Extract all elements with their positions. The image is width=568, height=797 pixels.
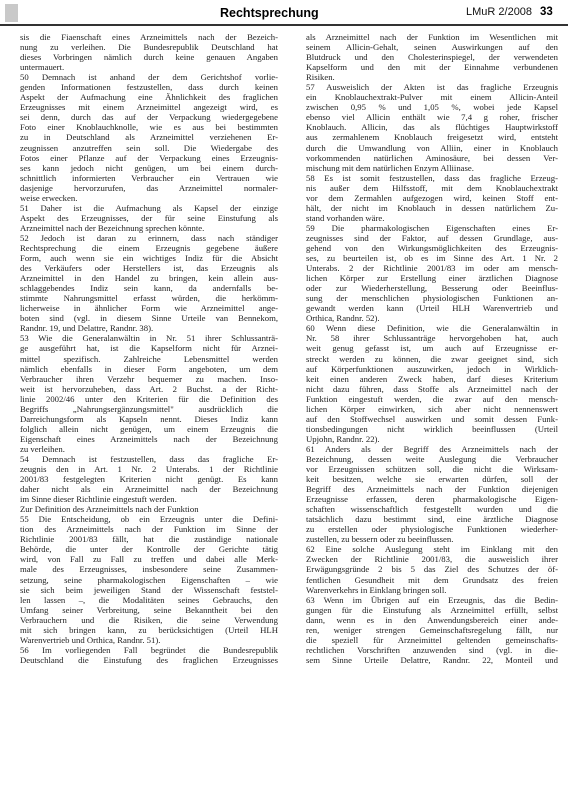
- text-line: Erzeugnisses mit einem Arzneimittel angezeigt wird, es: [20, 102, 278, 113]
- text-line: gungen für die Einstufung als Arzneimittel erfüllt, selbst: [306, 604, 558, 615]
- text-line: dasjenige hervorzurufen, das Arzneimittel normaler-: [20, 182, 278, 193]
- text-line: als Arzneimittel nach der Funktion im Wesentlichen mit: [306, 32, 558, 42]
- text-line: weise erwecken.: [20, 192, 78, 203]
- text-line: hält, der nicht im Knoblauch in dessen natürlichem Zu-: [306, 202, 558, 213]
- section-title: Rechtsprechung: [220, 6, 319, 20]
- text-line: auf den Stoffwechsel auswirken und somit dessen Funk-: [306, 413, 558, 424]
- text-line: Zur Definition des Arzneimittels nach der Funktion: [20, 504, 199, 515]
- text-line: seinem Allicin-Gehalt, seinen Auswirkungen auf den: [306, 42, 558, 53]
- text-line: lichen Körper einwirken, sich aber nicht nennenswert: [306, 403, 558, 414]
- text-line: weit genug gefasst ist, um auch auf Erzeugnisse er-: [306, 343, 558, 354]
- text-line: untermauert.: [20, 62, 65, 73]
- text-line: Eigenschaft eines Arzneimittels nach der Bezeichnung: [20, 433, 278, 444]
- text-line: Aspekt der Aufmachung eine Ähnlichkeit des fraglichen: [20, 92, 278, 103]
- text-line: boten sind (vgl. in diesem Sinne Urteile van Bennekom,: [20, 313, 278, 324]
- text-line: Form, auch wenn sie ein wichtiges Indiz für die Absicht: [20, 253, 278, 264]
- text-line: 56 Im vorliegenden Fall begründet die Bundesrepublik: [20, 644, 278, 655]
- text-line: zu erstellen oder physiologische Funktionen wiederher-: [306, 524, 558, 535]
- text-line: 53 Wie die Generalanwältin in Nr. 51 ihrer Schlussanträ-: [20, 333, 278, 344]
- text-line: male des Erzeugnisses, insbesondere seine Zusammen-: [20, 564, 278, 575]
- text-line: mischung mit dem natürlichen Enzym Alliinase.: [306, 162, 474, 173]
- text-line: Arzneimittel in den Handel zu bringen, kein allein aus-: [20, 273, 278, 284]
- text-line: durch die Umwandlung von Alliin, einer in Knoblauch: [306, 142, 558, 153]
- text-line: sei denn, durch das auf der Verpackung wiedergegebene: [20, 112, 278, 123]
- text-line: linie 2002/46 unter den Kriterien für die Definition des: [20, 393, 278, 404]
- text-line: Aspekt des Erzeugnisses, der für seine Einstufung als: [20, 212, 278, 223]
- text-line: genden Informationen festzustellen, dass durch keinen: [20, 82, 278, 93]
- text-line: Knoblauch. Allicin, das als flüchtiges Hauptwirkstoff: [306, 122, 558, 133]
- text-line: Rechtsprechung die einem Erzeugnis gegebene äußere: [20, 242, 278, 253]
- text-line: folglich allein nicht genügen, um einem Erzeugnis die: [20, 423, 278, 434]
- text-line: zeugnisses sind der Faktor, auf dessen Grundlage, aus-: [306, 232, 558, 243]
- text-line: tion des Arzneimittels nach der Funktion im Sinne der: [20, 524, 278, 535]
- text-line: nis außer dem Hilfsstoff, mit dem Knoblauchextrakt: [306, 182, 558, 193]
- right-column: [306, 32, 558, 665]
- text-line: sis die Fiaenschaft eines Arzneimittels nach der Bezeich-: [20, 32, 278, 42]
- text-line: Verbraucher ihren Verzehr bequemer zu machen. Inso-: [20, 373, 278, 384]
- text-line: Blutdruck und den Cholesterinspiegel, der verwendeten: [306, 52, 558, 63]
- text-line: ses, zu beurteilen ist, ob es im Sinne des Art. 1 Nr. 2: [306, 253, 558, 264]
- text-line: stimmte Nahrungsmittel erfasst würden, die herkömm-: [20, 293, 278, 304]
- text-line: Fotos einer Pflanze auf der Verpackung eines Erzeugnis-: [20, 152, 278, 163]
- text-line: licherweise in ähnlicher Form wie Arzneimittel ange-: [20, 303, 278, 314]
- text-line: vorkommenden natürlichen Aminosäure, bei dessen Ver-: [306, 152, 558, 163]
- text-line: mittel spezifisch. Zahlreiche Lebensmittel werden: [20, 353, 278, 364]
- text-line: 58 Es ist somit festzustellen, dass das fragliche Erzeug-: [306, 172, 558, 183]
- text-line: zu in Deutschland als Arzneimittel verziehenen Er-: [20, 132, 278, 143]
- text-line: oder zur Wiederherstellung, Besserung oder Beeinflus-: [306, 283, 558, 294]
- text-line: die speziell für Arzneimittel geltenden gemeinschafts-: [306, 634, 558, 645]
- text-line: des Verkäufers oder Herstellers ist, das Erzeugnis als: [20, 263, 278, 274]
- text-line: zu verleihen.: [20, 443, 65, 454]
- text-line: schlaggebendes Indiz sein kann, da andernfalls be-: [20, 283, 278, 294]
- text-line: schaften wissenschaftlich festgestellt wurden und die: [306, 504, 558, 515]
- text-line: 62 Eine solche Auslegung steht im Einklang mit den: [306, 544, 558, 555]
- text-line: vor dem Zermahlen aufgezogen wird, keinen Stoff ent-: [306, 192, 558, 203]
- text-line: 61 Anders als der Begriff des Arzneimittels nach der: [306, 443, 558, 454]
- text-line: tionsbedingungen nicht wirklich beeinflussen (Urteil: [306, 423, 558, 434]
- text-line: ren, weniger strengen Gemeinschaftsregelung fällt, nur: [306, 624, 558, 635]
- text-line: 57 Ausweislich der Akten ist das fragliche Erzeugnis: [306, 82, 558, 93]
- text-line: Warenverkehrs in Einklang bringen soll.: [306, 584, 447, 595]
- text-line: Foto einer Knoblauchknolle, wie es aus bei bestimmten: [20, 122, 278, 133]
- text-line: fentlichen Gesundheit mit dem Grundsatz des freien: [306, 574, 558, 585]
- text-line: zeugnis den in Art. 1 Nr. 2 Unterabs. 1 der Richtlinie: [20, 464, 278, 475]
- text-line: Deutschland die Einstufung des fraglichen Erzeugnisses: [20, 654, 278, 665]
- text-line: 60 Wenn diese Definition, wie die Generalanwältin in: [306, 323, 558, 334]
- text-line: Bezeichnung, dessen weite Auslegung die Verbraucher: [306, 453, 558, 464]
- text-line: Arzneimittel nach der Bezeichnung sprechen könnte.: [20, 222, 205, 233]
- text-line: weit ist hervorzuheben, dass Art. 2 Buchst. a der Richt-: [20, 383, 278, 394]
- text-line: nung zu verleihen. Die Bundesrepublik Deutschland hat: [20, 42, 278, 53]
- text-line: ge ausgeführt hat, ist die Kapselform nicht für Arznei-: [20, 343, 278, 354]
- header-marker-box: [5, 4, 18, 22]
- text-line: Upjohn, Randnr. 22).: [306, 433, 380, 444]
- text-line: auf Körperfunktionen auszuwirken, jedoch in Wirklich-: [306, 363, 558, 374]
- text-line: 52 Jedoch ist daran zu erinnern, dass nach ständiger: [20, 232, 278, 243]
- text-line: nicht dazu führen, dass Stoffe als Arzneimittel nach der: [306, 383, 558, 394]
- text-line: wird, von Fall zu Fall zu treffen und dabei alle Merk-: [20, 554, 278, 565]
- text-line: Unterabs. 2 der Richtlinie 2001/83 im oder am mensch-: [306, 263, 558, 274]
- page-number: 33: [540, 6, 553, 18]
- text-line: 50 Demnach ist anhand der dem Gerichtshof vorlie-: [20, 72, 278, 83]
- text-line: sie sich beim jeweiligen Stand der Wissenschaft feststel-: [20, 584, 278, 595]
- text-line: tatsächlich dazu bestimmt sind, eine ärztliche Diagnose: [306, 514, 558, 525]
- text-line: streckt werden zu können, die zwar geeignet sind, sich: [306, 353, 558, 364]
- text-line: daher nicht als ein Arzneimittel nach der Bezeichnung: [20, 484, 278, 495]
- text-line: dieses Vorbringen nämlich durch keine genauen Angaben: [20, 52, 278, 63]
- text-line: keit besitzen, welche sie erwarten dürfen, soll der: [306, 474, 558, 485]
- text-line: 51 Daher ist die Aufmachung als Kapsel der einzige: [20, 202, 278, 213]
- text-line: Verbrauchern und die Risiken, die seine Verwendung: [20, 614, 278, 625]
- text-line: 55 Die Entscheidung, ob ein Erzeugnis unter die Defini-: [20, 514, 278, 525]
- text-line: len lassen –, die Modalitäten seines Gebrauchs, den: [20, 594, 278, 605]
- text-line: sung der menschlichen physiologischen Funktionen an-: [306, 293, 558, 304]
- text-line: Funktion eingestuft werden, die zwar auf den mensch-: [306, 393, 558, 404]
- text-line: schnittlich informierten Verbraucher ein Vertrauen wie: [20, 172, 278, 183]
- text-line: stand vorhanden wäre.: [306, 212, 385, 223]
- text-line: Erzeugnisse erfassen, deren pharmakologische Eigen-: [306, 494, 558, 505]
- text-line: Richtlinie 2001/83 fällt, hat die zuständige nationale: [20, 534, 278, 545]
- text-line: dann, wenn es in den Anwendungsbereich einer ande-: [306, 614, 558, 625]
- text-line: rechtlichen Vorschriften anzuwenden sind (vgl. in die-: [306, 644, 558, 655]
- text-line: im Sinne dieser Richtlinie eingestuft werden.: [20, 494, 177, 505]
- text-line: Warenvertrieb und Orthica, Randnr. 51).: [20, 634, 161, 645]
- page-header: [0, 0, 568, 28]
- text-line: Erwägungsgründe 2 bis 5 das Ziel des Schutzes der öf-: [306, 564, 558, 575]
- text-line: Umfang seiner Verbreitung, seine Bekanntheit bei den: [20, 604, 278, 615]
- text-line: Begriffs „Nahrungsergänzungsmittel" ausdrücklich die: [20, 403, 278, 414]
- header-rule: [0, 24, 568, 26]
- text-line: Begriff des Arzneimittels nach der Funktion diejenigen: [306, 484, 558, 495]
- text-line: ebenso viel Allicin enthält wie 7,4 g roher, frischer: [306, 112, 558, 123]
- text-line: ein Knoblauchextrakt-Pulver mit einem Allicin-Anteil: [306, 92, 558, 103]
- text-line: Orthica, Randnr. 52).: [306, 313, 380, 324]
- text-line: Behörde, die unter der Kontrolle der Gerichte tätig: [20, 544, 278, 555]
- text-line: nämlich ebenfalls in dieser Form angeboten, um dem: [20, 363, 278, 374]
- text-line: ses kann jedoch nicht genügen, um bei einem durch-: [20, 162, 278, 173]
- journal-issue: LMuR 2/2008: [466, 6, 533, 18]
- text-line: zustellen, zu bessern oder zu beeinflussen.: [306, 534, 454, 545]
- text-line: keit einen anderen Zweck haben, darf dieses Kriterium: [306, 373, 558, 384]
- text-line: Kapselform und den mit der Einnahme verbundenen: [306, 62, 558, 73]
- text-line: Risiken.: [306, 72, 335, 83]
- text-line: aus zermahlenem Knoblauch freigesetzt wird, entsteht: [306, 132, 558, 143]
- text-line: Nr. 58 ihrer Schlussanträge hervorgehoben hat, auch: [306, 333, 558, 344]
- text-line: mit sich bringen kann, zu berücksichtigen (Urteil HLH: [20, 624, 278, 635]
- text-line: lichen Körper zur Erstellung einer ärztlichen Diagnose: [306, 273, 558, 284]
- text-line: gehend von den Wirkungsmöglichkeiten des Erzeugnis-: [306, 242, 558, 253]
- text-line: zeugnissen anzutreffen sein soll. Die Wiedergabe des: [20, 142, 278, 153]
- text-line: 2001/83 festgelegten Kriterien nicht genügt. Es kann: [20, 474, 278, 485]
- text-line: gewandt werden kann (Urteil HLH Warenvertrieb und: [306, 303, 558, 314]
- text-line: 54 Demnach ist festzustellen, dass das fragliche Er-: [20, 453, 278, 464]
- text-line: 59 Die pharmakologischen Eigenschaften eines Er-: [306, 222, 558, 233]
- text-line: Zwecken der Richtlinie 2001/83, die ausweislich ihrer: [306, 554, 558, 565]
- text-line: Randnr. 19, und Delattre, Randnr. 38).: [20, 323, 154, 334]
- text-line: setzung, seine pharmakologischen Eigenschaften – wie: [20, 574, 278, 585]
- text-line: sem Sinne Urteile Delattre, Randnr. 22, Monteil und: [306, 654, 558, 665]
- text-line: vor Erzeugnissen schützen soll, die nicht die Wirksam-: [306, 464, 558, 475]
- text-line: Darreichungsform als Kapseln nennt. Dieses Indiz kann: [20, 413, 278, 424]
- text-line: zwischen 0,95 % und 1,05 %, wobei jede Kapsel: [306, 102, 558, 113]
- left-column: [20, 32, 278, 665]
- text-line: 63 Wenn im Übrigen auf ein Erzeugnis, das die Bedin-: [306, 594, 558, 605]
